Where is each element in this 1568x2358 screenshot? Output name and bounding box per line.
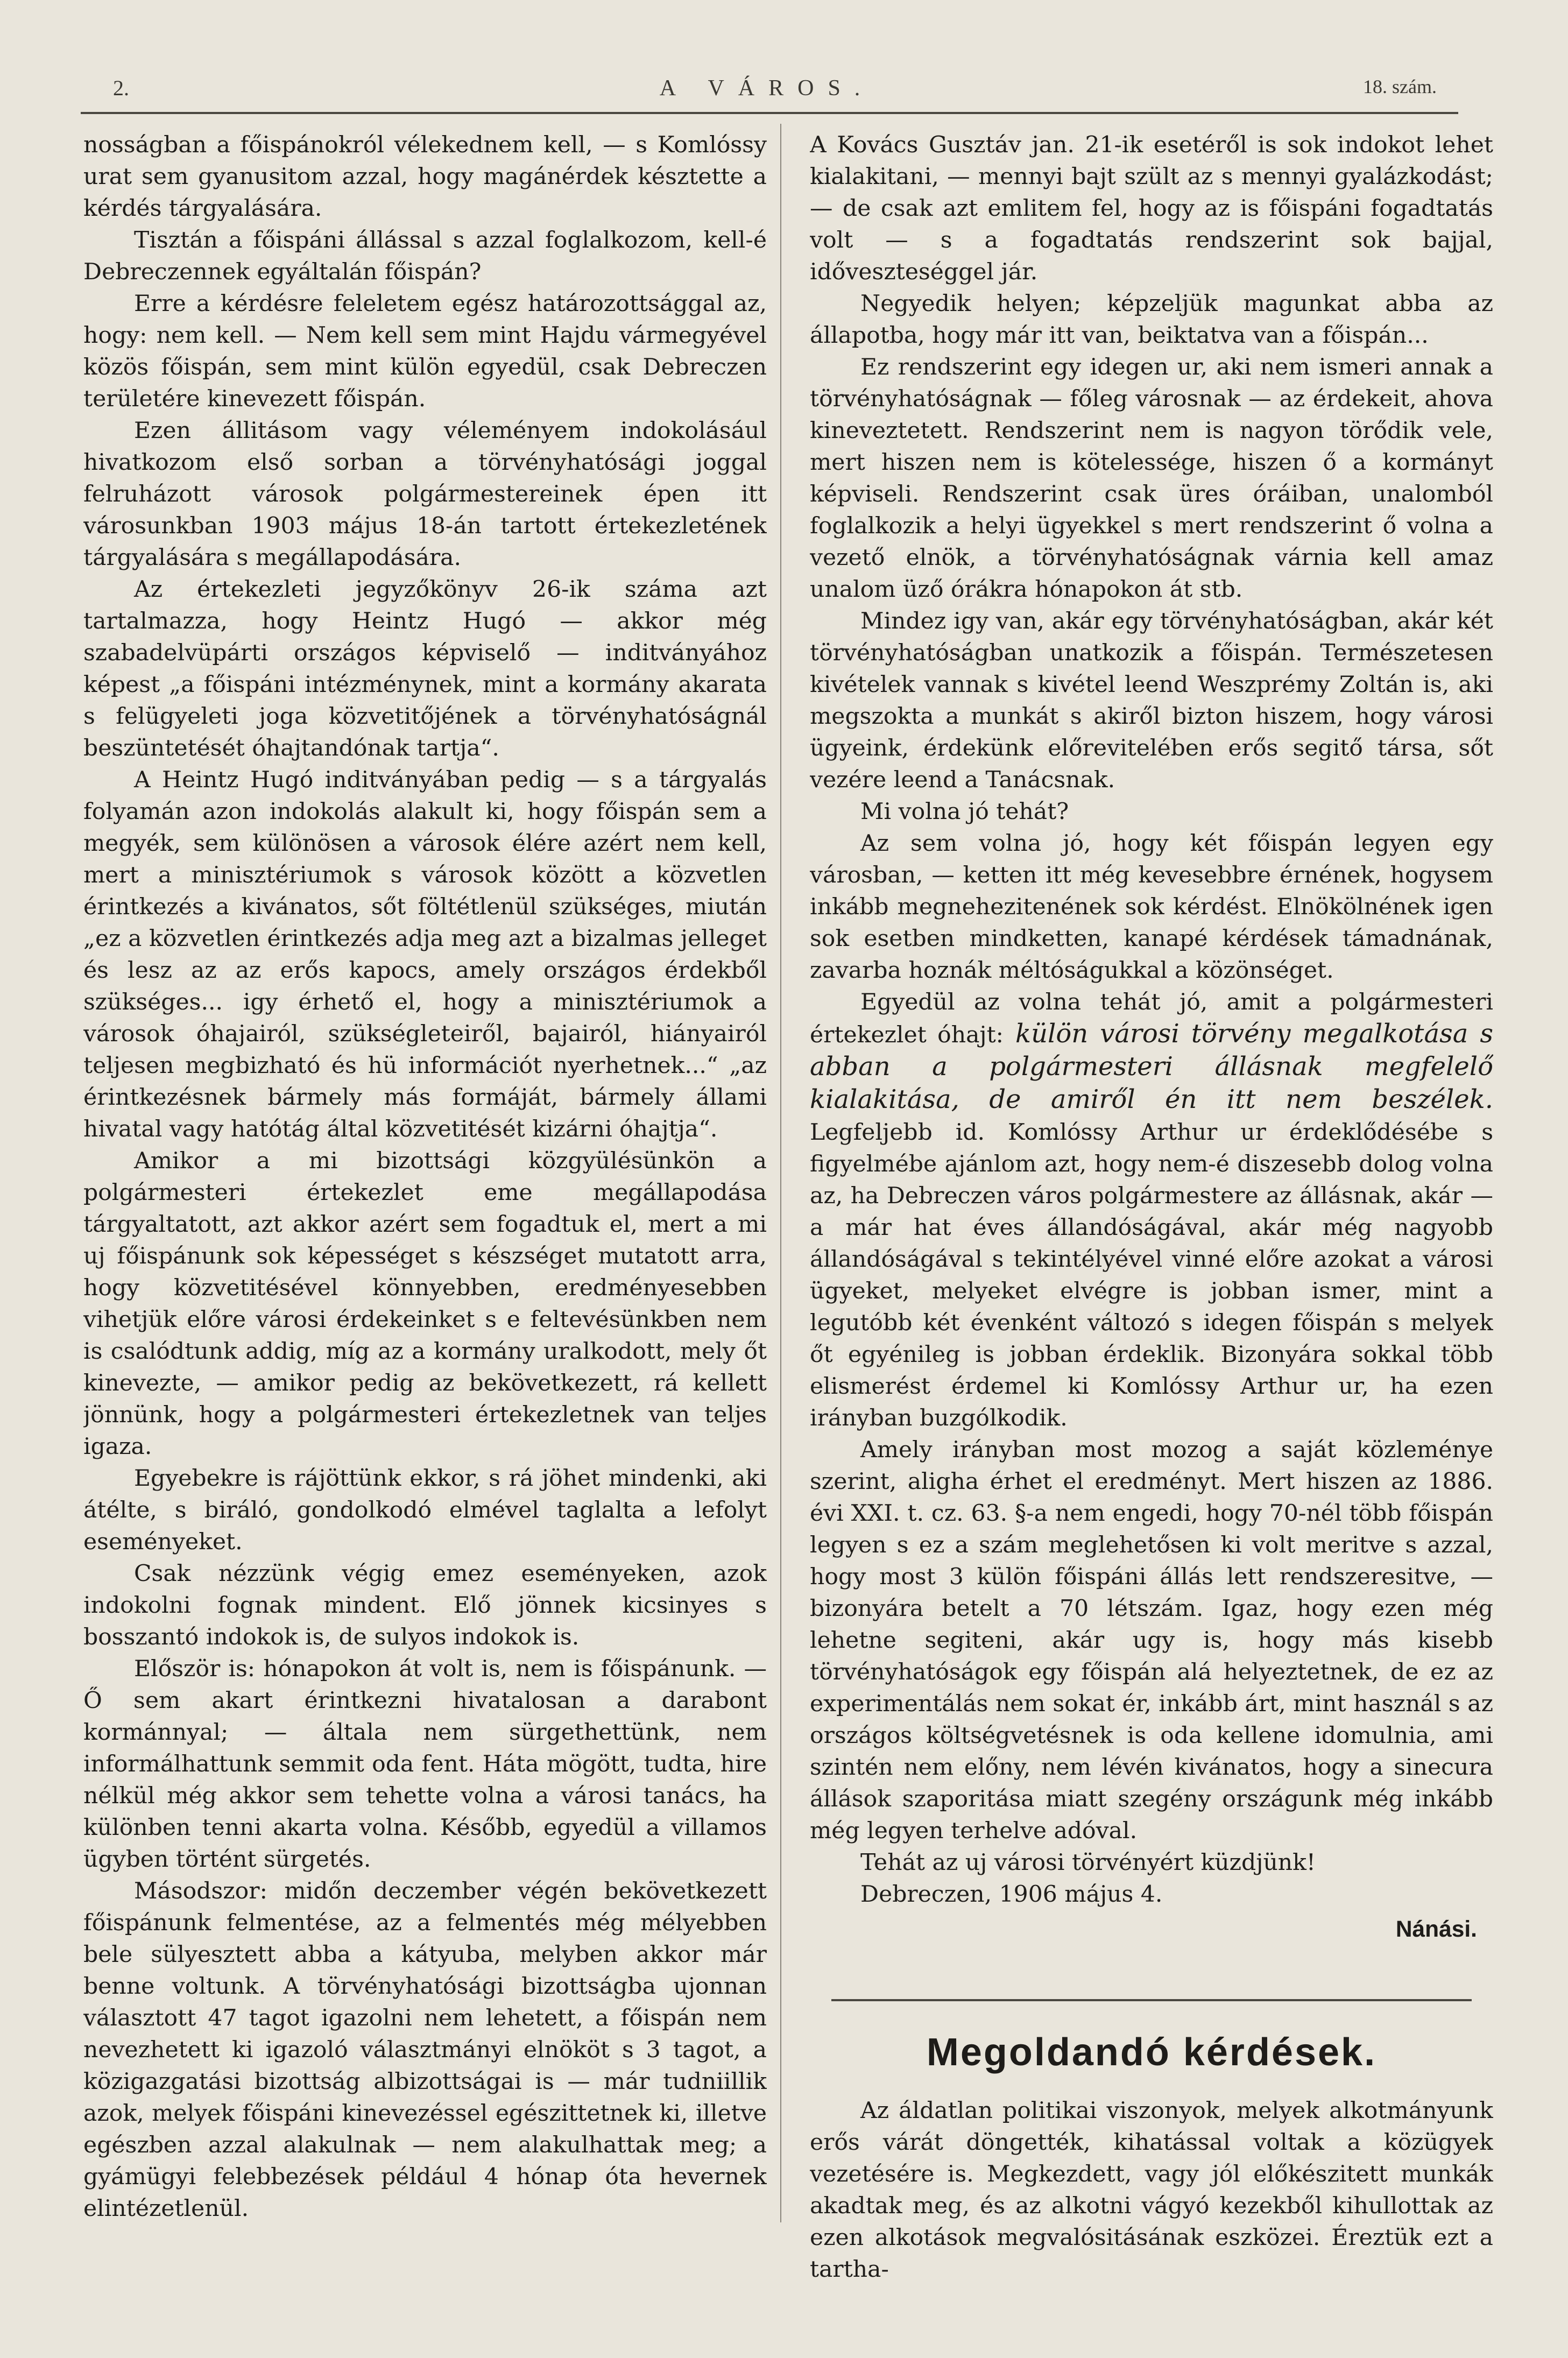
paragraph: nosságban a főispánokról vélekednem kell, — s Komlóssy urat sem gyanusitom azzal, hogy magánérdek késztette a kérdés tárgyalására.	[83, 132, 767, 222]
paragraph: Erre a kérdésre feleletem egész határozottsággal az, hogy: nem kell. — Nem kell sem mint Hajdu vármegyével közös főispán, sem mint külön egyedül, csak Debreczen területére kinevezett főispán.	[83, 291, 767, 412]
page-number: 2.	[113, 76, 129, 100]
paragraph-text: Egyedül az volna tehát jó, amit a polgármesteri értekezlet óhajt:	[810, 989, 1493, 1048]
header-rule	[81, 112, 1458, 114]
paragraph: Negyedik helyen; képzeljük magunkat abba az állapotba, hogy már itt van, beiktatva van a főispán...	[810, 291, 1493, 349]
paragraph-text: Legfeljebb id. Komlóssy Arthur ur érdeklődésébe s figyelmébe ajánlom azt, hogy nem-é diszesebb dolog volna az, ha Debreczen város polgármestere az állásnak, akár — a már hat éves állandóságával, akár még nagyobb állandóságával s tekintélyével vinné előre azokat a városi ügyeket, melyeket elvégre is jobban ismer, mint a legutóbb két évenként változó s idegen főispán s melyek őt egyénileg is jobban érdeklik. Bizonyára sokkal több elismerést érdemel ki Komlóssy Arthur ur, ha ezen irányban buzgólkodik.	[810, 1119, 1493, 1431]
paragraph: Az sem volna jó, hogy két főispán legyen egy városban, — ketten itt még kevesebbre érnének, hogysem inkább megnehezitenének sok kérdést. Elnökölnének igen sok esetben mindketten, kanapé kérdések támadnának, zavarba hoznák méltóságukkal a közönséget.	[810, 830, 1493, 984]
author-signature: Nánási.	[1395, 1917, 1477, 1942]
paragraph: Először is: hónapokon át volt is, nem is főispánunk. — Ő sem akart érintkezni hivatalosan a darabont kormánnyal; — általa nem sürgethettünk, nem informálhattunk semmit oda fent. Háta mögött, tudta, hire nélkül még akkor sem tehette volna a városi tanács, ha különben tenni akarta volna. Később, egyedül a villamos ügyben történt sürgetés.	[83, 1656, 767, 1873]
paragraph: A Heintz Hugó inditványában pedig — s a tárgyalás folyamán azon indokolás alakult ki, hogy főispán sem a megyék, sem különösen a városok élére azért nem kell, mert a minisztériumok s városok között a közvetlen érintkezés a kivánatos, sőt föltétlenül szükséges, miután „ez a közvetlen érintkezés adja meg azt a bizalmas jelleget és lesz az az erős kapocs, amely országos érdekből szükséges... igy érhető el, hogy a minisztériumok a városok óhajairól, szükségleteiről, bajairól, hiányairól teljesen megbizható és hü információt nyerhetnek...“ „az érintkezésnek bármely más formáját, bármely állami hivatal vagy hatótág által közvetitését kizárni óhajtja“.	[83, 767, 767, 1142]
paragraph: Mi volna jó tehát?	[860, 799, 1069, 825]
section-separator	[831, 1999, 1472, 2001]
paragraph: A Kovács Gusztáv jan. 21-ik esetéről is sok indokot lehet kialakitani, — mennyi bajt szült az s mennyi gyalázkodást; — de csak azt emlitem fel, hogy az is főispáni fogadtatás volt — s a fogadtatás rendszerint sok bajjal, időveszteséggel jár.	[810, 132, 1493, 285]
column-divider	[780, 124, 781, 2222]
left-column	[83, 129, 767, 2314]
paragraph: Az áldatlan politikai viszonyok, melyek alkotmányunk erős várát döngették, kihatással voltak a közügyek vezetésére is. Megkezdett, vagy jól előkészitett munkák akadtak meg, és az alkotni vágyó kezekből kihullottak az ezen alkotások megvalósitásának eszközei. Éreztük ezt a tartha-	[810, 2098, 1493, 2283]
paragraph: Mindez igy van, akár egy törvényhatóságban, akár két törvényhatóságban unatkozik a főispán. Természetesen kivételek vannak s kivétel leend Weszprémy Zoltán is, aki megszokta a munkát s akiről bizton hiszem, hogy városi ügyeink, érdekünk előrevitelében erős segitő társa, sőt vezére leend a Tanácsnak.	[810, 608, 1493, 793]
paragraph: Tisztán a főispáni állással s azzal foglalkozom, kell-é Debreczennek egyáltalán főispán?	[83, 227, 767, 285]
paragraph: Tehát az uj városi törvényért küzdjünk!	[860, 1849, 1316, 1876]
paragraph: Csak nézzünk végig emez eseményeken, azok indokolni fognak mindent. Elő jönnek kicsinyes s bosszantó indokok is, de sulyos indokok is.	[83, 1561, 767, 1650]
section-title: Megoldandó kérdések.	[926, 2031, 1377, 2074]
issue-number: 18. szám.	[1363, 76, 1437, 97]
paragraph: Az értekezleti jegyzőkönyv 26-ik száma azt tartalmazza, hogy Heintz Hugó — akkor még szabadelvüpárti országos képviselő — inditványához képest „a főispáni intézménynek, mint a kormány akarata s felügyeleti joga közvetitőjének a törvényhatóságnál beszüntetését óhajtandónak tartja“.	[83, 576, 767, 761]
paragraph: Amely irányban most mozog a saját közleménye szerint, aligha érhet el eredményt. Mert hiszen az 1886. évi XXI. t. cz. 63. §-a nem engedi, hogy 70-nél több főispán legyen s ez a szám meglehetősen ki volt meritve s azzal, hogy most 3 külön főispáni állás lett rendszeresitve, — bizonyára betelt a 70 létszám. Igaz, hogy ezen még lehetne segiteni, akár ugy is, hogy más kisebb törvényhatóságok egy főispán alá helyeztetnek, de ez az experimentálás nem sokat ér, inkább árt, mint használ s az országos költségvetésnek is oda kellene idomulnia, ami szintén nem előny, nem lévén kivánatos, hogy a sinecura állások szaporitása miatt szegény országunk még inkább még legyen terhelve adóval.	[810, 1437, 1493, 1844]
italic-emphasis: külön városi törvény megalkotása s abban a polgármesteri állásnak megfelelő kialakitása, de amiről én itt nem beszélek.	[810, 1019, 1493, 1114]
paragraph: Ez rendszerint egy idegen ur, aki nem ismeri annak a törvényhatóságnak — főleg városnak — az érdekeit, ahova kineveztetett. Rendszerint nem is nagyon törődik vele, mert hiszen nem is kötelessége, hiszen ő a kormányt képviseli. Rendszerint csak üres óráiban, unalomból foglalkozik a helyi ügyekkel s mert rendszerint ő volna a vezető elnök, a törvényhatóságnak várnia kell amaz unalom üző órákra hónapokon át stb.	[810, 354, 1493, 603]
paragraph: Amikor a mi bizottsági közgyülésünkön a polgármesteri értekezlet eme megállapodása tárgyaltatott, azt akkor azért sem fogadtuk el, mert a mi uj főispánunk sok képességet s készséget mutatott arra, hogy közvetitésével könnyebben, eredményesebben vihetjük előre városi érdekeinket s e feltevésünkben nem is csalódtunk addig, míg az a kormány uralkodott, mely őt kinevezte, — amikor pedig az bekövetkezett, rá kellett jönnünk, hogy a polgármesteri értekezletnek van teljes igaza.	[83, 1148, 767, 1460]
paragraph: Ezen állitásom vagy véleményem indokolásául hivatkozom első sorban a törvényhatósági joggal felruházott városok polgármestereinek épen itt városunkban 1903 május 18-án tartott értekezletének tárgyalására s megállapodására.	[83, 418, 767, 571]
masthead: A VÁROS.	[659, 76, 874, 101]
right-column	[810, 129, 1493, 2314]
paragraph: Másodszor: midőn deczember végén bekövetkezett főispánunk felmentése, az a felmentés még mélyebben bele sülyesztett abba a kátyuba, melyben akkor már benne voltunk. A törvényhatósági bizottságba ujonnan választott 47 tagot igazolni nem lehetett, a főispán nem nevezhetett ki igazoló választmányi elnököt s 3 tagot, a közigazgatási bizottság albizottságai is — már tudniillik azok, melyek főispáni kinevezéssel egészittetnek ki, illetve egészben azzal alakulnak — nem alakulhattak meg; a gyámügyi felebbezések például 4 hónap óta hevernek elintézetlenül.	[83, 1878, 767, 2222]
page-header	[86, 75, 1447, 113]
paragraph-with-emphasis	[810, 986, 1493, 1434]
dateline: Debreczen, 1906 május 4.	[860, 1881, 1163, 1908]
paragraph: Egyebekre is rájöttünk ekkor, s rá jöhet mindenki, aki átélte, s biráló, gondolkodó elmével taglalta a lefolyt eseményeket.	[83, 1465, 767, 1555]
